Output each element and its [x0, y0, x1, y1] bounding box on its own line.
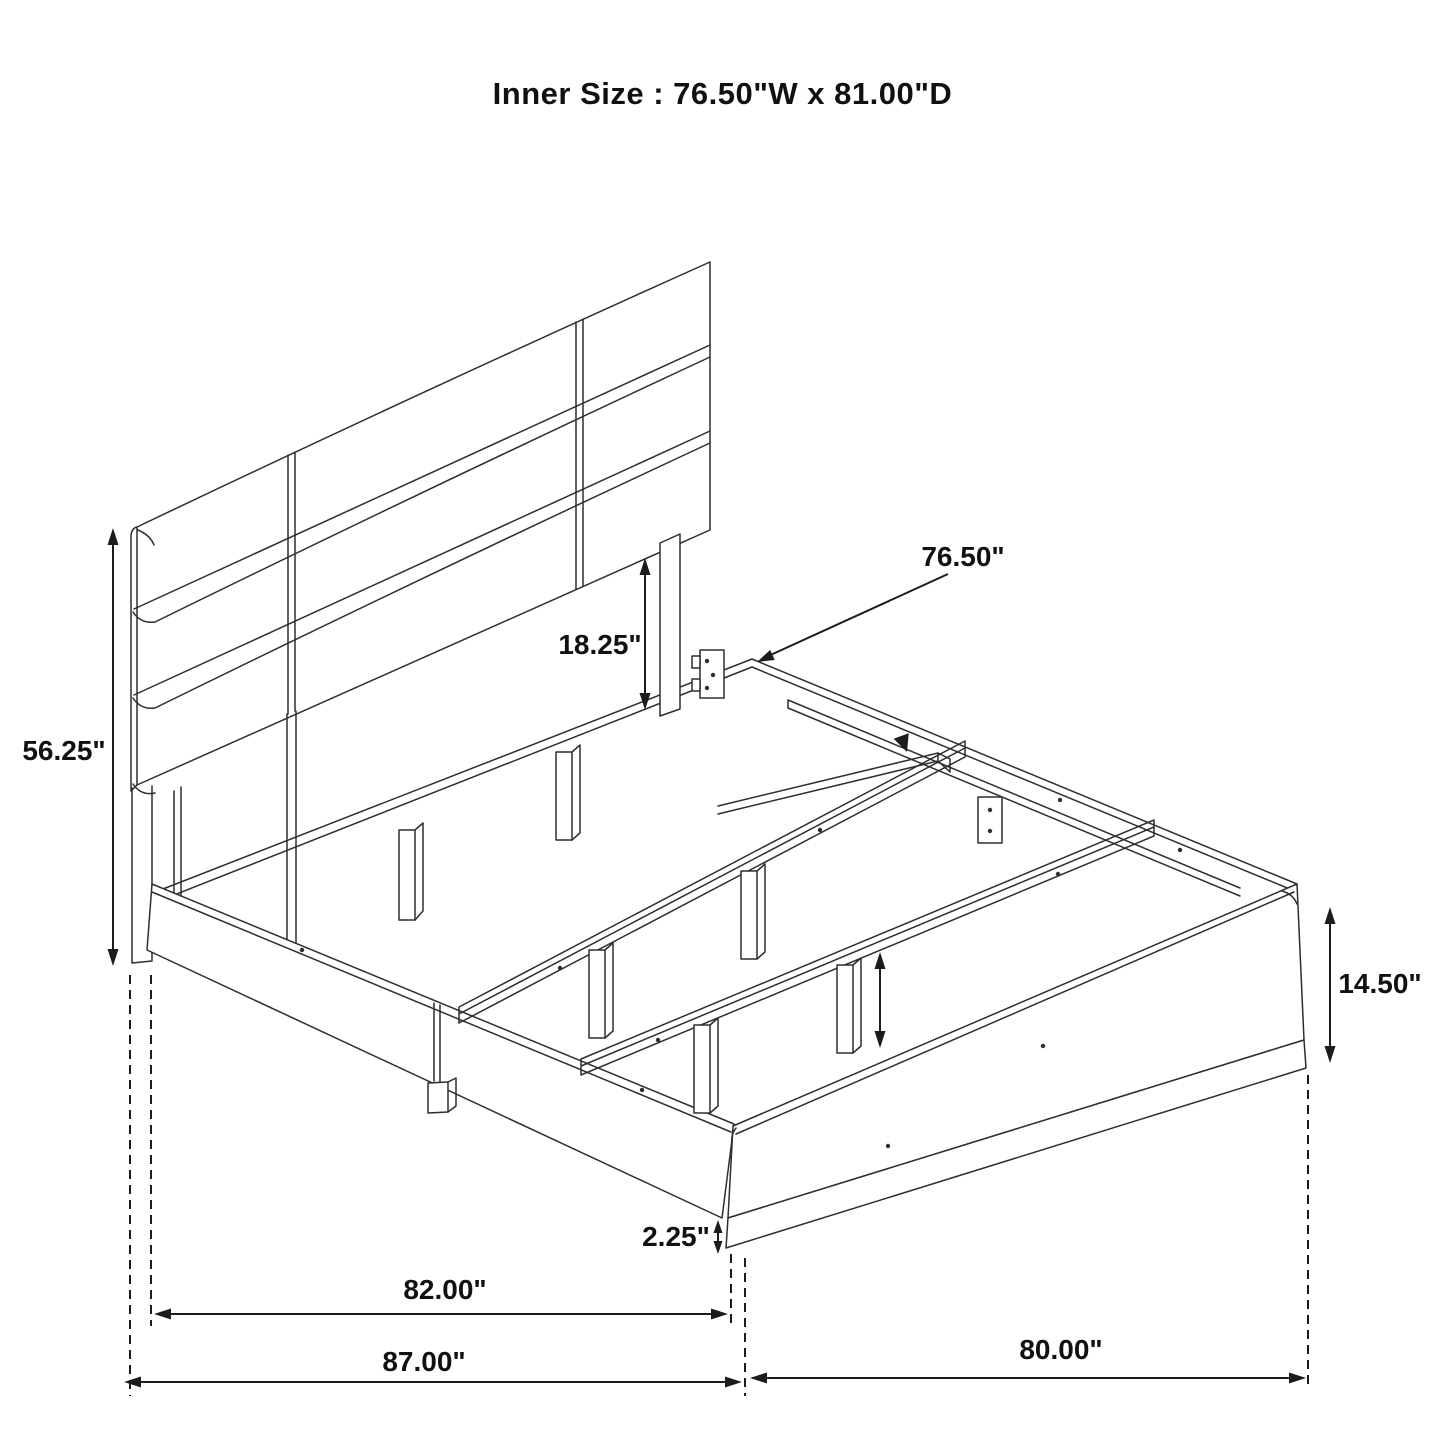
dim-inner-rail-width: 76.50": [921, 541, 1005, 572]
footboard: [726, 884, 1306, 1248]
dim-frame-length: 82.00": [403, 1274, 487, 1305]
right-side-rail: [718, 659, 1297, 896]
diagram-title: Inner Size : 76.50"W x 81.00"D: [492, 76, 953, 111]
headboard: [131, 262, 710, 794]
leg-height-arrow: [875, 952, 886, 1048]
dim-headboard-height: 56.25": [22, 735, 106, 766]
dim-headboard-clearance: 18.25": [558, 629, 642, 660]
dim-overall-length: 87.00": [382, 1346, 466, 1377]
dim-footboard-height: 14.50": [1338, 968, 1422, 999]
dim-footboard-width: 80.00": [1019, 1334, 1103, 1365]
dim-base-rail-height: 2.25": [642, 1221, 710, 1252]
left-side-rail: [147, 884, 734, 1218]
